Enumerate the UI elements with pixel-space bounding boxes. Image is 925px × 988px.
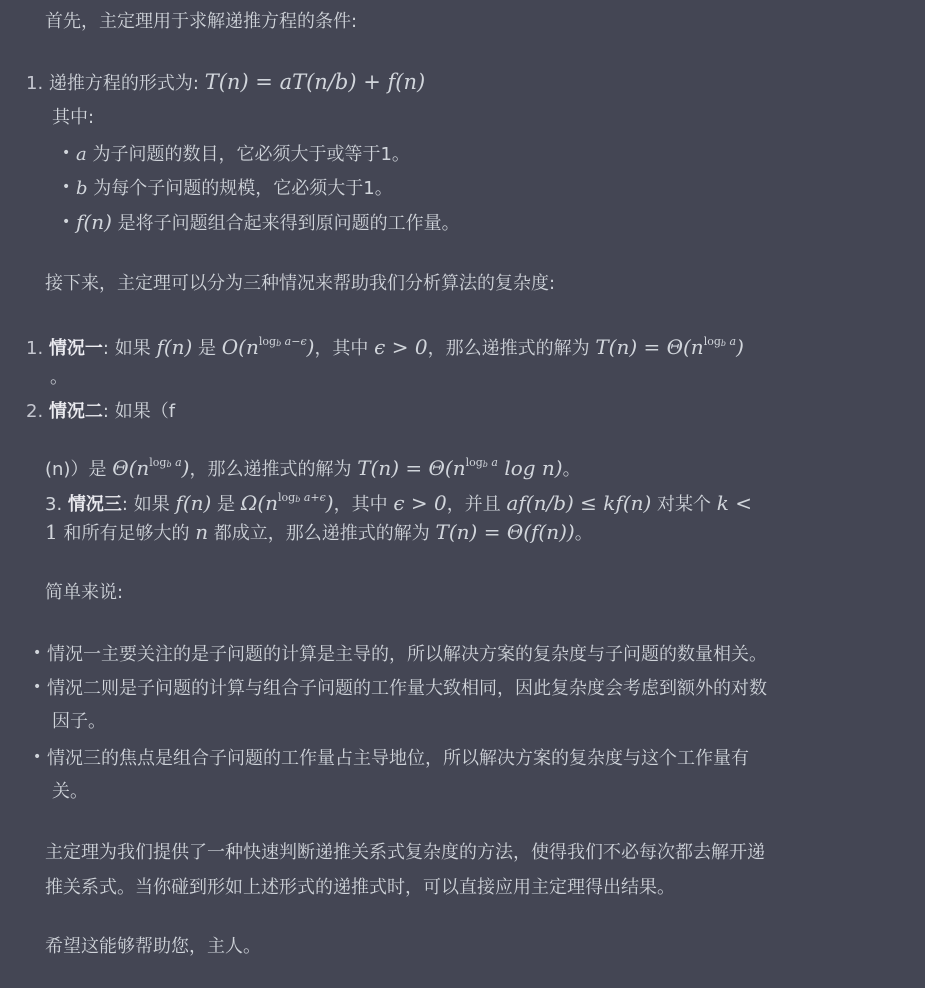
case-text: ，那么递推式的解为 xyxy=(427,338,596,359)
conclusion-line-2: 推关系式。当你碰到形如上述形式的递推式时，可以直接应用主定理得出结果。 xyxy=(45,877,675,898)
list-number: 2. xyxy=(26,401,44,422)
bullet-icon: • xyxy=(62,145,71,161)
log-text: log xyxy=(258,335,277,348)
case-text: (n)）是 xyxy=(45,459,113,480)
solution-tail: log n) xyxy=(497,456,563,480)
case-1 xyxy=(26,330,744,361)
solution: T(n) = Θ(f(n)) xyxy=(435,520,575,544)
paren: ) xyxy=(325,491,334,515)
summary-item xyxy=(33,675,767,701)
simple-label: 简单来说: xyxy=(45,582,124,603)
condition: ϵ > 0 xyxy=(374,335,428,359)
case-text: 都成立，那么递推式的解为 xyxy=(208,523,436,544)
one: 1 xyxy=(45,520,58,544)
case-text: : 如果（f xyxy=(102,401,176,422)
log-base: b xyxy=(295,495,301,504)
paren: ) xyxy=(736,335,744,359)
solution xyxy=(357,456,562,480)
exponent-rest: a−ϵ xyxy=(281,335,307,348)
symbol-a: a xyxy=(76,144,87,165)
exponent xyxy=(259,335,307,348)
recurrence-formula: T(n) = aT(n/b) + f(n) xyxy=(204,70,426,94)
omega xyxy=(241,491,334,515)
list-number: 1. xyxy=(26,338,44,359)
big-o xyxy=(222,335,315,359)
summary-item xyxy=(33,745,749,771)
conclusion-line-1: 主定理为我们提供了一种快速判断递推关系式复杂度的方法，使得我们不必每次都去解开递 xyxy=(45,842,765,863)
paren: ) xyxy=(181,456,190,480)
bullet-icon: • xyxy=(62,179,71,195)
case-text: ，其中 xyxy=(333,494,394,515)
conditions-item-1 xyxy=(26,70,425,96)
case-text: 对某个 xyxy=(651,494,717,515)
case-text: ，并且 xyxy=(446,494,507,515)
symbol-fn: f(n) xyxy=(76,210,112,234)
case-3-line-2 xyxy=(45,520,593,546)
case-text: ，那么递推式的解为 xyxy=(189,459,358,480)
log-text: log xyxy=(703,335,721,348)
list-item xyxy=(62,210,460,236)
fn: f(n) xyxy=(175,491,212,515)
fn: f(n) xyxy=(156,335,193,359)
case-1-title: 情况一 xyxy=(48,338,103,359)
list-item xyxy=(62,141,410,167)
case-text: ，其中 xyxy=(314,338,375,359)
log-text: log xyxy=(278,491,296,504)
solution-base: T(n) = Θ(n xyxy=(595,335,704,359)
bullet-icon: • xyxy=(33,749,42,765)
bullet-text: 为每个子问题的规模，它必须大于1。 xyxy=(87,178,393,199)
bullet-icon: • xyxy=(33,679,42,695)
exponent xyxy=(704,335,736,348)
case-text: 是 xyxy=(211,494,241,515)
bullet-icon: • xyxy=(33,645,42,661)
summary-item xyxy=(33,641,767,667)
exponent xyxy=(149,456,181,469)
exponent-rest: a xyxy=(171,456,182,469)
exponent-rest: a xyxy=(487,456,498,469)
case-text: 是 xyxy=(192,338,222,359)
case-text: : 如果 xyxy=(102,338,157,359)
list-item xyxy=(62,175,393,201)
theta xyxy=(112,456,189,480)
exponent xyxy=(466,456,498,469)
case-text: 和所有足够大的 xyxy=(57,523,196,544)
case-2-title: 情况二 xyxy=(48,401,103,422)
case-3-title: 情况三 xyxy=(67,494,122,515)
k-bound: k < xyxy=(716,491,752,515)
exponent-rest: a+ϵ xyxy=(300,491,326,504)
summary-text-cont: 因子。 xyxy=(52,711,106,732)
case-text: 。 xyxy=(562,459,581,480)
form-label: 递推方程的形式为: xyxy=(48,73,205,94)
case-2 xyxy=(26,400,175,424)
log-base: b xyxy=(166,460,172,469)
summary-text: 情况三的焦点是组合子问题的工作量占主导地位，所以解决方案的复杂度与这个工作量有 xyxy=(47,748,749,769)
bullet-text: 是将子问题组合起来得到原问题的工作量。 xyxy=(111,213,460,234)
log-base: b xyxy=(720,339,727,348)
condition: ϵ > 0 xyxy=(393,491,447,515)
where-label: 其中: xyxy=(52,107,95,128)
theta-base: Θ(n xyxy=(112,456,150,480)
exponent-rest: a xyxy=(726,335,737,348)
omega-base: Ω(n xyxy=(240,491,279,515)
log-base: b xyxy=(482,460,488,469)
summary-text: 情况二则是子问题的计算与组合子问题的工作量大致相同，因此复杂度会考虑到额外的对数 xyxy=(47,678,767,699)
regularity-condition: af(n/b) ≤ kf(n) xyxy=(506,491,652,515)
n-var: n xyxy=(195,520,209,544)
case-2-line-2 xyxy=(45,451,581,482)
case-text: 。 xyxy=(574,523,593,544)
exponent xyxy=(278,491,326,504)
bullet-icon: • xyxy=(62,214,71,230)
log-text: log xyxy=(465,456,483,469)
log-text: log xyxy=(149,456,167,469)
intro-paragraph: 首先，主定理用于求解递推方程的条件: xyxy=(45,11,358,32)
paren: ) xyxy=(306,335,315,359)
summary-text: 情况一主要关注的是子问题的计算是主导的，所以解决方案的复杂度与子问题的数量相关。 xyxy=(47,644,767,665)
closing-paragraph: 希望这能够帮助您，主人。 xyxy=(45,936,261,957)
solution xyxy=(595,335,744,359)
bullet-text: 为子问题的数目，它必须大于或等于1。 xyxy=(86,144,410,165)
log-base: b xyxy=(276,339,282,348)
case-text: : 如果 xyxy=(121,494,176,515)
list-number: 1. xyxy=(26,73,44,94)
symbol-b: b xyxy=(76,178,88,199)
big-o-base: O(n xyxy=(221,335,259,359)
case-1-tail: 。 xyxy=(50,367,68,388)
next-paragraph: 接下来，主定理可以分为三种情况来帮助我们分析算法的复杂度: xyxy=(45,273,556,294)
summary-text-cont: 关。 xyxy=(52,781,88,802)
list-number: 3. xyxy=(45,494,68,515)
solution-base: T(n) = Θ(n xyxy=(357,456,466,480)
case-3 xyxy=(45,486,752,517)
